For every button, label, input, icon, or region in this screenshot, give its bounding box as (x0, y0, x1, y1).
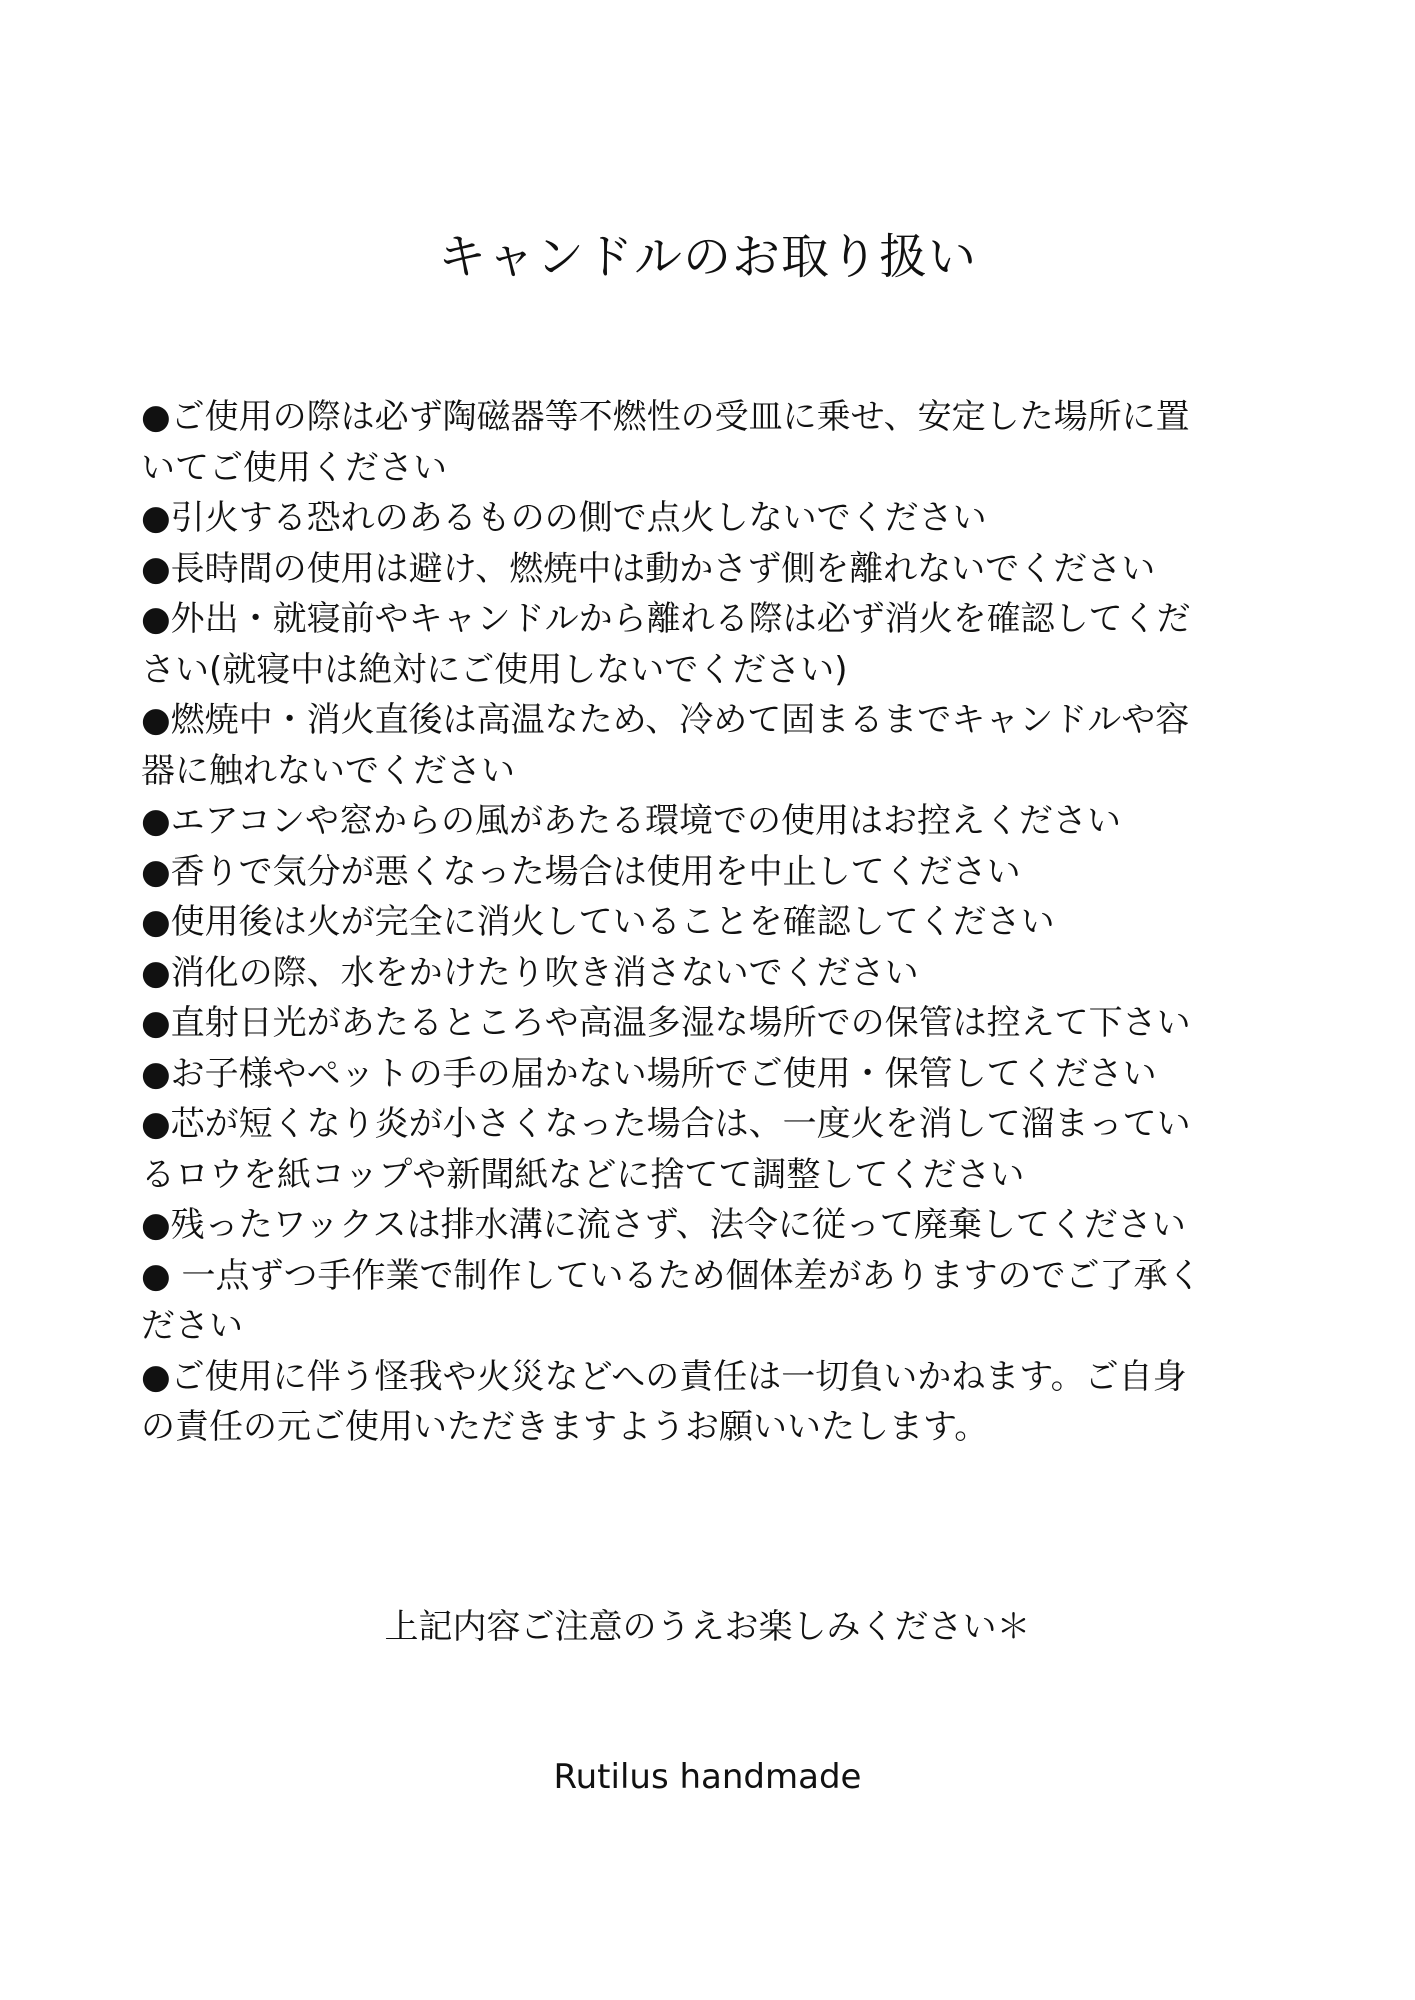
list-item: ● 一点ずつ手作業で制作しているため個体差がありますのでご了承く ださい (141, 1255, 1202, 1346)
list-item: ●残ったワックスは排水溝に流さず、法令に従って廃棄してください (141, 1205, 1186, 1245)
page-title: キャンドルのお取り扱い (437, 229, 977, 285)
list-item: ●消化の際、水をかけたり吹き消さないでください (141, 952, 919, 993)
list-item: ●燃焼中・消火直後は高温なため、冷めて固まるまでキャンドルや容 器に触れないでください (141, 700, 1190, 791)
list-item: ●芯が短くなり炎が小さくなった場合は、一度火を消して溜まってい るロウを紙コップや新聞紙などに捨てて調整してください (141, 1104, 1191, 1195)
list-item: ●ご使用の際は必ず陶磁器等不燃性の受皿に乗せ、安定した場所に置 いてご使用ください (141, 397, 1190, 488)
notice-list (141, 392, 1291, 1453)
list-item: ●外出・就寝前やキャンドルから離れる際は必ず消火を確認してくだ さい(就寝中は絶対にご使用しないでください) (141, 599, 1191, 690)
list-item: ●長時間の使用は避け、燃焼中は動かさず側を離れないでください (141, 548, 1156, 589)
closing-message: 上記内容ご注意のうえお楽しみください＊ (384, 1607, 1031, 1647)
list-item: ●香りで気分が悪くなった場合は使用を中止してください (141, 851, 1021, 892)
signature: Rutilus handmade (553, 1757, 862, 1797)
list-item: ●エアコンや窓からの風があたる環境での使用はお控えください (141, 801, 1121, 841)
list-item: ●引火する恐れのあるものの側で点火しないでください (141, 498, 987, 538)
list-item: ●お子様やペットの手の届かない場所でご使用・保管してください (141, 1053, 1157, 1094)
list-item: ●直射日光があたるところや高温多湿な場所での保管は控えて下さい (141, 1003, 1191, 1043)
list-item: ●使用後は火が完全に消火していることを確認してください (141, 902, 1055, 942)
list-item: ●ご使用に伴う怪我や火災などへの責任は一切負いかねます。ご自身 の責任の元ご使用いただきますようお願いいたします。 (141, 1356, 1187, 1447)
